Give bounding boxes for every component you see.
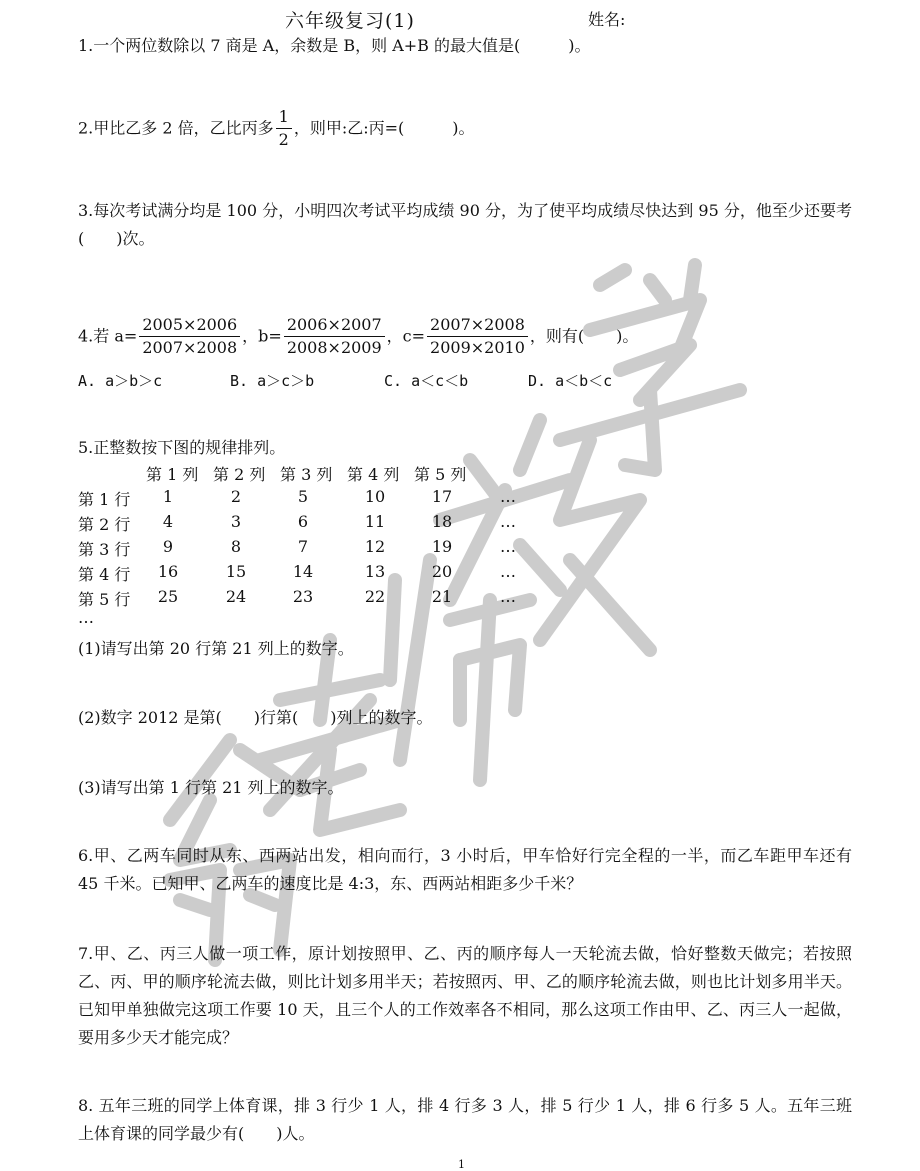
table-ellipsis: … bbox=[78, 608, 94, 627]
table-cell: 13 bbox=[364, 562, 386, 581]
table-cell-ellipsis: … bbox=[500, 587, 516, 606]
fraction-a-numerator: 2005×2006 bbox=[139, 316, 240, 337]
question-4 bbox=[78, 316, 638, 358]
question-4-suffix: ，则有( )。 bbox=[529, 326, 639, 346]
row-label: 第 4 行 bbox=[78, 565, 131, 584]
fraction-c-denominator: 2009×2010 bbox=[430, 338, 525, 358]
table-cell-ellipsis: … bbox=[500, 487, 516, 506]
question-4-prefix: 4.若 a= bbox=[78, 326, 138, 346]
fraction-denominator: 2 bbox=[278, 130, 289, 150]
table-cell: 6 bbox=[297, 512, 309, 531]
table-cell-ellipsis: … bbox=[500, 512, 516, 531]
question-5-sub-1: (1)请写出第 20 行第 21 列上的数字。 bbox=[78, 639, 354, 658]
name-label: 姓名: bbox=[588, 10, 626, 29]
row-label: 第 1 行 bbox=[78, 490, 131, 509]
fraction-numerator: 1 bbox=[276, 108, 292, 129]
number-arrangement-table bbox=[78, 462, 538, 627]
choice-b: B. a＞c＞b bbox=[230, 372, 315, 390]
fraction-a-denominator: 2007×2008 bbox=[142, 338, 238, 358]
table-cell: 5 bbox=[297, 487, 309, 506]
question-1: 1.一个两位数除以 7 商是 A，余数是 B，则 A+B 的最大值是( )。 bbox=[78, 36, 591, 55]
column-header: 第 1 列 bbox=[146, 465, 199, 484]
table-cell: 3 bbox=[230, 512, 242, 531]
table-cell: 9 bbox=[162, 537, 174, 556]
question-5-intro: 5.正整数按下图的规律排列。 bbox=[78, 438, 286, 457]
fraction-b bbox=[284, 316, 385, 358]
table-cell: 2 bbox=[230, 487, 242, 506]
table-cell: 18 bbox=[431, 512, 453, 531]
row-label: 第 2 行 bbox=[78, 515, 131, 534]
table-cell: 16 bbox=[157, 562, 179, 581]
column-header: 第 4 列 bbox=[347, 465, 400, 484]
table-cell: 24 bbox=[225, 587, 247, 606]
row-label: 第 3 行 bbox=[78, 540, 131, 559]
table-cell: 4 bbox=[162, 512, 174, 531]
table-cell: 21 bbox=[431, 587, 453, 606]
question-4-b-label: ，b= bbox=[242, 326, 282, 346]
column-header: 第 5 列 bbox=[414, 465, 467, 484]
fraction-a bbox=[139, 316, 240, 358]
choice-d: D. a＜b＜c bbox=[528, 372, 613, 390]
question-5-sub-2: (2)数字 2012 是第( )行第( )列上的数字。 bbox=[78, 708, 433, 727]
question-2 bbox=[78, 108, 475, 150]
table-cell: 1 bbox=[162, 487, 174, 506]
table-cell: 23 bbox=[292, 587, 314, 606]
table-cell: 20 bbox=[431, 562, 453, 581]
table-cell: 22 bbox=[364, 587, 386, 606]
row-label: 第 5 行 bbox=[78, 590, 131, 609]
question-4-choices bbox=[78, 370, 698, 392]
question-3: 3.每次考试满分均是 100 分，小明四次考试平均成绩 90 分，为了使平均成绩尽快达到 95 分，他至少还要考( )次。 bbox=[78, 201, 852, 248]
table-cell: 10 bbox=[364, 487, 386, 506]
choice-a: A. a＞b＞c bbox=[78, 372, 163, 390]
column-header: 第 3 列 bbox=[280, 465, 333, 484]
table-cell: 8 bbox=[230, 537, 242, 556]
fraction-one-half bbox=[276, 108, 292, 150]
table-cell-ellipsis: … bbox=[500, 537, 516, 556]
question-4-c-label: ，c= bbox=[386, 326, 426, 346]
table-cell: 11 bbox=[364, 512, 386, 531]
fraction-c-numerator: 2007×2008 bbox=[427, 316, 528, 337]
choice-c: C. a＜c＜b bbox=[384, 372, 469, 390]
table-cell: 14 bbox=[292, 562, 314, 581]
table-cell: 17 bbox=[431, 487, 453, 506]
table-cell: 19 bbox=[431, 537, 453, 556]
fraction-b-denominator: 2008×2009 bbox=[286, 338, 382, 358]
page-number: 1 bbox=[458, 1158, 465, 1171]
page-title: 六年级复习(1) bbox=[285, 10, 415, 32]
fraction-c bbox=[427, 316, 528, 358]
question-8: 8. 五年三班的同学上体育课，排 3 行少 1 人，排 4 行多 3 人，排 5 行少 1 人，排 6 行多 5 人。五年三班上体育课的同学最少有( )人。 bbox=[78, 1096, 852, 1143]
table-cell: 7 bbox=[297, 537, 309, 556]
question-7: 7.甲、乙、丙三人做一项工作，原计划按照甲、乙、丙的顺序每人一天轮流去做，恰好整数天做完；若按照乙、丙、甲的顺序轮流去做，则比计划多用半天；若按照丙、甲、乙的顺序轮流去做，则也比计划多用半天。已知甲单独做完这项工作要 10 天，且三个人的工作效率各不相同，那么这项工作由甲、乙、丙三人一起做，要用多少天才能完成？ bbox=[78, 944, 852, 1047]
question-5-sub-3: (3)请写出第 1 行第 21 列上的数字。 bbox=[78, 778, 344, 797]
question-6: 6.甲、乙两车同时从东、西两站出发，相向而行，3 小时后，甲车恰好行完全程的一半，而乙车距甲车还有 45 千米。已知甲、乙两车的速度比是 4:3，东、西两站相距多少千米？ bbox=[78, 846, 852, 893]
fraction-b-numerator: 2006×2007 bbox=[284, 316, 385, 337]
table-cell: 25 bbox=[157, 587, 179, 606]
table-cell-ellipsis: … bbox=[500, 562, 516, 581]
table-cell: 12 bbox=[364, 537, 386, 556]
question-2-before: 2.甲比乙多 2 倍，乙比丙多 bbox=[78, 118, 274, 138]
question-2-after: ，则甲:乙:丙=( )。 bbox=[293, 118, 475, 138]
table-cell: 15 bbox=[225, 562, 247, 581]
column-header: 第 2 列 bbox=[213, 465, 266, 484]
